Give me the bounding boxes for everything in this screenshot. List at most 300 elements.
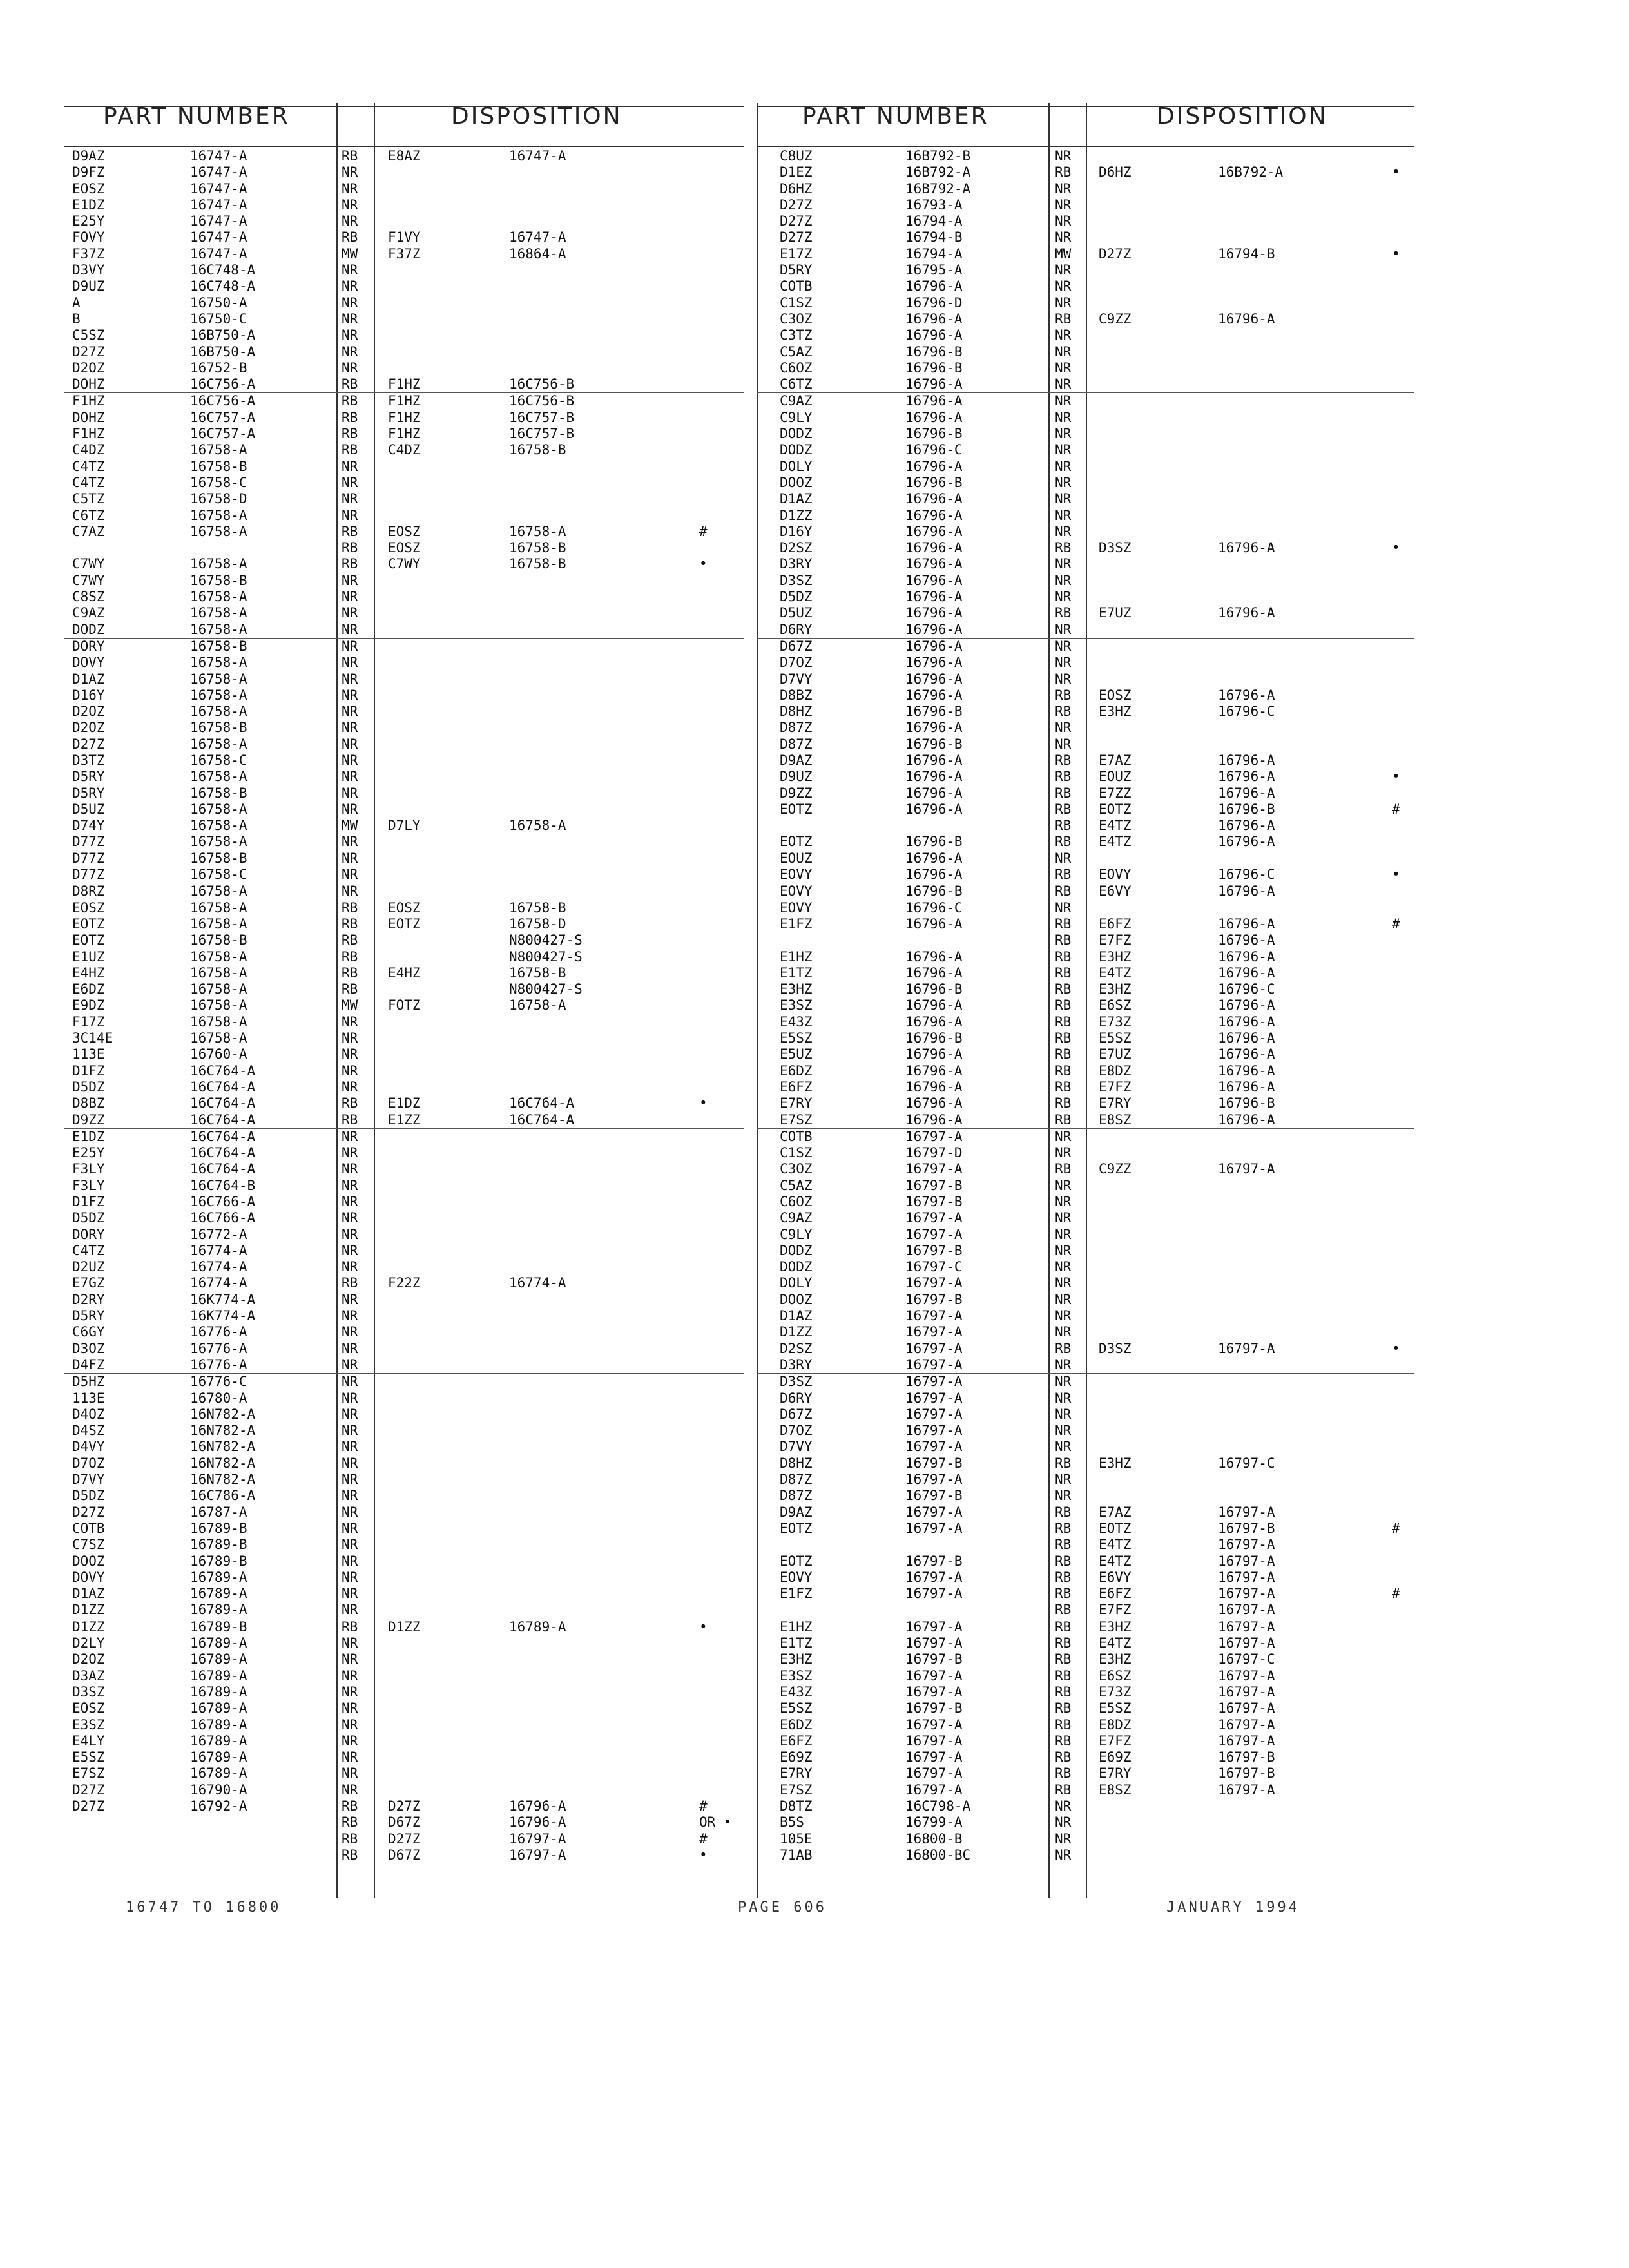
part-number: 16796-A	[905, 638, 963, 654]
part-number: 16750-C	[190, 311, 247, 327]
table-row	[64, 181, 744, 197]
table-row	[757, 818, 1414, 834]
disposition-code: RB	[1055, 1095, 1072, 1111]
disposition-code: RB	[1055, 687, 1072, 703]
part-number: 16C756-A	[190, 393, 256, 409]
replacement-number: 16797-A	[1218, 1553, 1275, 1569]
model-prefix: E5SZ	[780, 1030, 813, 1046]
replacement-prefix: F1HZ	[388, 393, 421, 409]
model-prefix: D4VY	[72, 1439, 105, 1455]
model-prefix: D2OZ	[72, 704, 105, 720]
table-row	[757, 850, 1414, 867]
model-prefix: DOLY	[780, 458, 813, 474]
part-number: 16797-A	[905, 1406, 963, 1422]
part-number: 16758-B	[190, 572, 247, 588]
part-number: 16789-B	[190, 1619, 247, 1635]
disposition-code: RB	[342, 540, 358, 556]
part-number: 16799-A	[905, 1814, 963, 1831]
model-prefix: D3VY	[72, 262, 105, 278]
replacement-prefix: E4TZ	[1099, 965, 1132, 981]
part-number: 16B792-A	[905, 180, 971, 197]
table-row	[757, 1407, 1414, 1423]
disposition-code: RB	[1055, 164, 1072, 180]
table-row	[64, 1194, 744, 1210]
disposition-code: NR	[342, 278, 358, 294]
table-row	[64, 622, 744, 638]
model-prefix: EOTZ	[780, 1553, 813, 1569]
disposition-code: RB	[1055, 1030, 1072, 1046]
table-row	[757, 360, 1414, 376]
replacement-number: 16796-A	[1218, 605, 1275, 621]
replacement-number: 16758-A	[509, 523, 566, 539]
table-row	[64, 1178, 744, 1194]
part-number: 16758-B	[190, 785, 247, 801]
model-prefix: EOTZ	[72, 932, 105, 948]
disposition-code: NR	[1055, 671, 1072, 687]
table-row	[64, 344, 744, 360]
note-mark: #	[1392, 1520, 1400, 1536]
model-prefix: DOVY	[72, 1569, 105, 1585]
table-row	[757, 442, 1414, 458]
part-number: 16758-B	[190, 458, 247, 474]
table-row	[64, 1357, 744, 1373]
table-row	[757, 900, 1414, 916]
note-mark: •	[699, 556, 708, 572]
model-prefix: D1EZ	[780, 164, 813, 180]
disposition-code: NR	[342, 1014, 358, 1030]
part-number: 16758-C	[190, 474, 247, 490]
disposition-code: RB	[342, 426, 358, 442]
model-prefix: E17Z	[780, 245, 813, 262]
part-number: 16797-B	[905, 1700, 963, 1716]
table-row	[64, 491, 744, 507]
part-number: 16796-A	[905, 801, 963, 817]
table-row	[757, 769, 1414, 785]
part-number: 16797-B	[905, 1242, 963, 1258]
part-number: 16758-A	[190, 671, 247, 687]
table-row	[64, 1210, 744, 1226]
replacement-number: 16747-A	[509, 229, 566, 245]
table-row	[64, 540, 744, 556]
table-row	[757, 1194, 1414, 1210]
table-row	[757, 524, 1414, 540]
model-prefix: D9UZ	[780, 769, 813, 785]
replacement-number: 16C764-A	[509, 1111, 575, 1128]
disposition-code: NR	[342, 769, 358, 785]
replacement-prefix: EOUZ	[1099, 769, 1132, 785]
table-row	[757, 1814, 1414, 1831]
note-mark: •	[699, 1619, 708, 1635]
table-row	[64, 1765, 744, 1782]
disposition-code: MW	[342, 997, 358, 1014]
replacement-number: 16797-A	[1218, 1716, 1275, 1733]
table-row	[64, 1847, 744, 1863]
part-number: 16796-B	[905, 426, 963, 442]
table-row	[64, 1831, 744, 1847]
disposition-code: RB	[342, 1275, 358, 1291]
part-number: 16C764-B	[190, 1177, 256, 1193]
model-prefix: D27Z	[72, 1782, 105, 1798]
part-number: 16758-C	[190, 867, 247, 883]
table-row	[64, 1275, 744, 1291]
part-number: 16796-B	[905, 834, 963, 850]
table-row	[757, 246, 1414, 262]
disposition-code: NR	[1055, 1356, 1072, 1372]
model-prefix: C1SZ	[780, 294, 813, 311]
replacement-prefix: E7FZ	[1099, 1733, 1132, 1749]
table-row	[64, 1782, 744, 1798]
disposition-code: NR	[342, 1374, 358, 1390]
model-prefix: E1TZ	[780, 1635, 813, 1651]
table-row	[64, 1407, 744, 1423]
part-number: 16776-A	[190, 1324, 247, 1340]
table-row	[757, 1635, 1414, 1651]
part-number: 16747-A	[190, 229, 247, 245]
part-number: 16797-A	[905, 1504, 963, 1520]
note-mark: OR •	[699, 1814, 732, 1831]
replacement-prefix: E4TZ	[1099, 818, 1132, 834]
disposition-code: NR	[1055, 1210, 1072, 1226]
replacement-prefix: E6FZ	[1099, 916, 1132, 932]
disposition-code: RB	[1055, 1079, 1072, 1095]
model-prefix: E25Y	[72, 1145, 105, 1161]
table-row	[64, 426, 744, 442]
part-number: 16797-A	[905, 1210, 963, 1226]
model-prefix: D8BZ	[780, 687, 813, 703]
part-number: 16N782-A	[190, 1472, 256, 1488]
part-number: 16796-A	[905, 1014, 963, 1030]
model-prefix: D5DZ	[72, 1210, 105, 1226]
part-number: 16800-B	[905, 1831, 963, 1847]
model-prefix: D9UZ	[72, 278, 105, 294]
replacement-number: 16797-C	[1218, 1651, 1275, 1667]
table-row	[64, 736, 744, 753]
part-number: 16K774-A	[190, 1308, 256, 1324]
disposition-code: RB	[1055, 311, 1072, 327]
table-row	[64, 410, 744, 426]
table-row	[64, 1619, 744, 1635]
disposition-code: NR	[1055, 1177, 1072, 1193]
replacement-number: 16758-D	[509, 916, 566, 932]
part-number: 16C798-A	[905, 1798, 971, 1814]
table-row	[64, 1602, 744, 1618]
table-row	[757, 459, 1414, 475]
replacement-prefix: E4TZ	[1099, 1537, 1132, 1553]
disposition-code: NR	[342, 343, 358, 360]
model-prefix: D6RY	[780, 1390, 813, 1406]
replacement-prefix: E1DZ	[388, 1095, 421, 1111]
disposition-code: NR	[342, 262, 358, 278]
model-prefix: D9AZ	[780, 1504, 813, 1520]
table-row	[64, 164, 744, 180]
disposition-code: NR	[1055, 1145, 1072, 1161]
part-number: 16C756-A	[190, 376, 256, 392]
footer-range: 16747 TO 16800	[126, 1899, 282, 1916]
model-prefix: D27Z	[780, 229, 813, 245]
table-row	[64, 1324, 744, 1340]
model-prefix: C7WY	[72, 556, 105, 572]
part-number: 16796-A	[905, 572, 963, 588]
disposition-code: RB	[1055, 818, 1072, 834]
part-number: 16796-A	[905, 605, 963, 621]
disposition-code: NR	[1055, 1831, 1072, 1847]
model-prefix: E1HZ	[780, 948, 813, 965]
model-prefix: E1FZ	[780, 916, 813, 932]
model-prefix: C4TZ	[72, 458, 105, 474]
model-prefix: DOVY	[72, 655, 105, 671]
table-row	[64, 589, 744, 605]
part-number: 16797-A	[905, 1684, 963, 1700]
disposition-code: NR	[342, 1716, 358, 1733]
disposition-code: NR	[342, 180, 358, 197]
disposition-code: NR	[1055, 1472, 1072, 1488]
table-row	[64, 197, 744, 213]
model-prefix: D1AZ	[72, 1586, 105, 1602]
part-number: 16C764-A	[190, 1079, 256, 1095]
model-prefix: D2LY	[72, 1635, 105, 1651]
table-row	[757, 949, 1414, 965]
part-number: 16797-A	[905, 1619, 963, 1635]
disposition-code: NR	[342, 621, 358, 637]
disposition-code: NR	[1055, 1798, 1072, 1814]
part-number: 16797-A	[905, 1390, 963, 1406]
part-number: 16C748-A	[190, 278, 256, 294]
model-prefix: E7SZ	[780, 1111, 813, 1128]
disposition-code: RB	[1055, 948, 1072, 965]
replacement-number: 16796-C	[1218, 867, 1275, 883]
note-mark: •	[1392, 540, 1400, 556]
part-number: 16796-B	[905, 883, 963, 899]
table-row	[64, 573, 744, 589]
disposition-code: NR	[342, 1586, 358, 1602]
disposition-code: RB	[1055, 1684, 1072, 1700]
table-row	[64, 262, 744, 278]
model-prefix: C6GY	[72, 1324, 105, 1340]
model-prefix: D67Z	[780, 638, 813, 654]
table-row	[64, 883, 744, 899]
table-row	[757, 1357, 1414, 1373]
disposition-code: NR	[1055, 1814, 1072, 1831]
disposition-code: NR	[342, 1356, 358, 1372]
replacement-number: 16758-B	[509, 556, 566, 572]
table-row	[757, 491, 1414, 507]
part-number: 16797-B	[905, 1488, 963, 1504]
part-number: 16C764-A	[190, 1111, 256, 1128]
disposition-code: NR	[1055, 1847, 1072, 1863]
table-row	[64, 442, 744, 458]
replacement-number: 16774-A	[509, 1275, 566, 1291]
disposition-code: NR	[342, 1210, 358, 1226]
model-prefix: E7GZ	[72, 1275, 105, 1291]
disposition-code: RB	[342, 229, 358, 245]
disposition-code: RB	[342, 1814, 358, 1831]
replacement-number: 16797-B	[1218, 1520, 1275, 1536]
disposition-code: NR	[1055, 278, 1072, 294]
part-number: 16B750-A	[190, 343, 256, 360]
table-row	[64, 785, 744, 802]
disposition-code: NR	[342, 1733, 358, 1749]
part-number: 16758-A	[190, 442, 247, 458]
table-row	[757, 1570, 1414, 1586]
model-prefix: D87Z	[780, 736, 813, 752]
replacement-number: 16797-A	[1218, 1667, 1275, 1684]
table-row	[757, 916, 1414, 932]
part-number: 16797-A	[905, 1472, 963, 1488]
part-number: 16796-D	[905, 294, 963, 311]
table-row	[757, 736, 1414, 753]
disposition-code: NR	[1055, 1488, 1072, 1504]
replacement-number: 16796-A	[1218, 540, 1275, 556]
table-row	[757, 410, 1414, 426]
replacement-number: 16797-C	[1218, 1455, 1275, 1471]
part-number: 16796-A	[905, 1095, 963, 1111]
table-row	[757, 213, 1414, 229]
disposition-code: NR	[1055, 180, 1072, 197]
table-row	[757, 965, 1414, 981]
table-row	[64, 475, 744, 491]
replacement-number: 16796-A	[1218, 1014, 1275, 1030]
part-number: 16793-A	[905, 197, 963, 213]
replacement-prefix: E8AZ	[388, 148, 421, 164]
replacement-number: 16796-A	[1218, 997, 1275, 1014]
disposition-code: NR	[342, 1390, 358, 1406]
part-number: 16790-A	[190, 1782, 247, 1798]
part-number: 16796-A	[905, 523, 963, 539]
part-number: 16800-BC	[905, 1847, 971, 1863]
disposition-code: RB	[1055, 704, 1072, 720]
table-row	[757, 802, 1414, 818]
part-number: 16796-A	[905, 540, 963, 556]
table-row	[64, 1145, 744, 1161]
part-number: 16796-A	[905, 867, 963, 883]
right-rows	[757, 148, 1414, 1863]
part-number: 16796-A	[905, 491, 963, 507]
replacement-prefix: E7RY	[1099, 1765, 1132, 1782]
replacement-number: 16C756-B	[509, 393, 575, 409]
part-number: 16797-B	[905, 1291, 963, 1307]
disposition-code: RB	[1055, 1553, 1072, 1569]
disposition-code: RB	[1055, 1765, 1072, 1782]
disposition-code: RB	[1055, 1111, 1072, 1128]
model-prefix: D87Z	[780, 720, 813, 736]
disposition-code: RB	[1055, 1504, 1072, 1520]
replacement-prefix: D1ZZ	[388, 1619, 421, 1635]
model-prefix: D16Y	[780, 523, 813, 539]
disposition-code: RB	[1055, 1667, 1072, 1684]
replacement-prefix: E3HZ	[1099, 981, 1132, 997]
replacement-prefix: E4HZ	[388, 965, 421, 981]
table-row	[64, 1423, 744, 1439]
disposition-code: NR	[1055, 621, 1072, 637]
table-row	[64, 213, 744, 229]
table-row	[757, 311, 1414, 327]
disposition-code: RB	[342, 442, 358, 458]
table-row	[64, 867, 744, 883]
table-row	[757, 1373, 1414, 1390]
disposition-code: RB	[1055, 1062, 1072, 1079]
model-prefix: D5DZ	[780, 589, 813, 605]
disposition-code: NR	[342, 1324, 358, 1340]
model-prefix: C8SZ	[72, 589, 105, 605]
replacement-number: 16796-B	[1218, 1095, 1275, 1111]
model-prefix: DODZ	[780, 442, 813, 458]
model-prefix: E1FZ	[780, 1586, 813, 1602]
model-prefix: 113E	[72, 1046, 105, 1062]
replacement-prefix: E73Z	[1099, 1684, 1132, 1700]
table-row	[757, 1782, 1414, 1798]
part-number: 16789-A	[190, 1667, 247, 1684]
note-mark: •	[699, 1847, 708, 1863]
replacement-number: 16797-A	[1218, 1340, 1275, 1356]
replacement-number: 16758-B	[509, 965, 566, 981]
replacement-prefix: E6VY	[1099, 1569, 1132, 1585]
table-row	[64, 1733, 744, 1749]
part-number: 16N782-A	[190, 1406, 256, 1422]
part-number: 16796-A	[905, 769, 963, 785]
disposition-code: RB	[342, 965, 358, 981]
part-number: 16758-A	[190, 556, 247, 572]
disposition-code: NR	[342, 720, 358, 736]
table-row	[757, 344, 1414, 360]
model-prefix: DOOZ	[72, 1553, 105, 1569]
disposition-code: RB	[342, 1798, 358, 1814]
table-row	[757, 867, 1414, 883]
model-prefix: D5HZ	[72, 1374, 105, 1390]
replacement-number: 16789-A	[509, 1619, 566, 1635]
model-prefix: D3SZ	[780, 1374, 813, 1390]
model-prefix: EOTZ	[780, 1520, 813, 1536]
model-prefix: D5RY	[72, 785, 105, 801]
model-prefix: D8RZ	[72, 883, 105, 899]
replacement-number: 16797-A	[1218, 1602, 1275, 1618]
table-row	[757, 1700, 1414, 1716]
replacement-number: 16796-A	[1218, 752, 1275, 768]
part-number: 16758-A	[190, 981, 247, 997]
part-number: 16747-A	[190, 197, 247, 213]
replacement-prefix: F37Z	[388, 245, 421, 262]
part-number: 16794-A	[905, 245, 963, 262]
part-number: 16758-A	[190, 965, 247, 981]
part-number: 16758-A	[190, 655, 247, 671]
part-number: 16747-A	[190, 180, 247, 197]
part-number: 16772-A	[190, 1226, 247, 1242]
replacement-prefix: E3HZ	[1099, 948, 1132, 965]
model-prefix: E1HZ	[780, 1619, 813, 1635]
table-row	[757, 1079, 1414, 1095]
disposition-code: RB	[1055, 1520, 1072, 1536]
part-number: 16758-A	[190, 801, 247, 817]
model-prefix: 113E	[72, 1390, 105, 1406]
part-number: 16796-A	[905, 393, 963, 409]
table-row	[757, 997, 1414, 1014]
replacement-prefix: D3SZ	[1099, 540, 1132, 556]
model-prefix: E1UZ	[72, 948, 105, 965]
part-number: 16797-A	[905, 1520, 963, 1536]
model-prefix: EOVY	[780, 899, 813, 916]
disposition-code: NR	[342, 1128, 358, 1144]
table-row	[64, 1456, 744, 1472]
disposition-code: NR	[1055, 1226, 1072, 1242]
right-part-number-header: PART NUMBER	[802, 103, 989, 130]
disposition-code: MW	[342, 818, 358, 834]
part-number: 16797-A	[905, 1733, 963, 1749]
table-row	[64, 1161, 744, 1177]
disposition-code: RB	[342, 981, 358, 997]
table-row	[64, 1259, 744, 1275]
disposition-code: NR	[342, 655, 358, 671]
replacement-prefix: EOTZ	[1099, 1520, 1132, 1536]
table-row	[64, 1014, 744, 1030]
